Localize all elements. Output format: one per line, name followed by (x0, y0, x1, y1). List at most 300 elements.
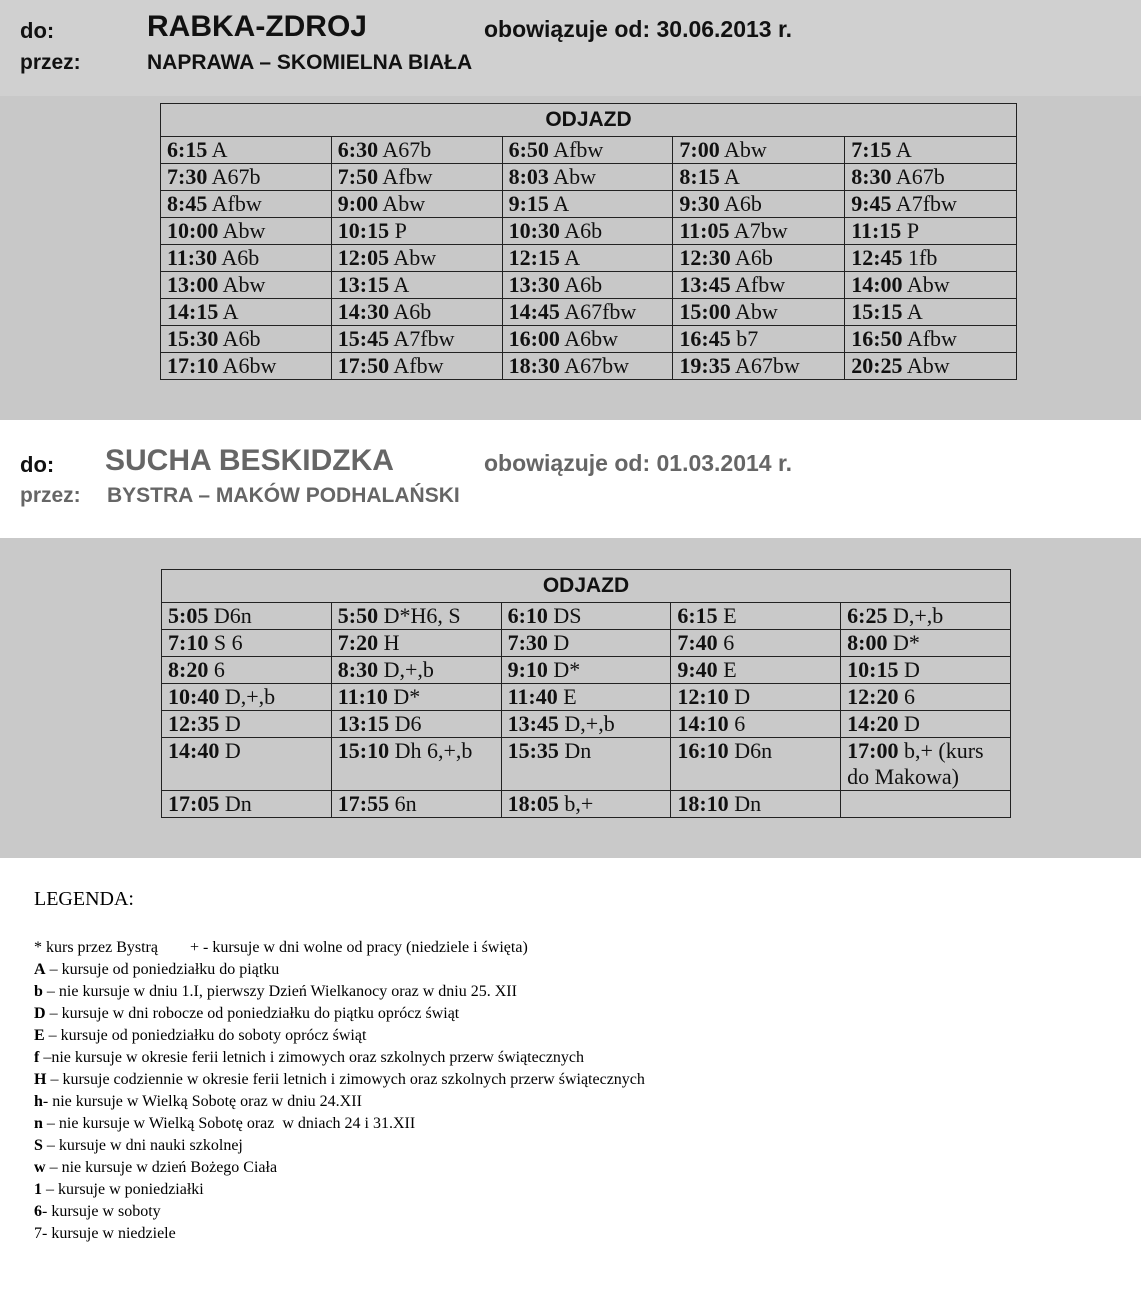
departure-code: D*H6, S (383, 603, 461, 628)
departure-cell (331, 218, 502, 245)
departure-time: 15:45 (337, 326, 390, 351)
departure-time: 11:10 (337, 684, 388, 709)
departure-cell (331, 684, 501, 711)
departure-code: A6bw (222, 353, 277, 378)
departure-time: 10:40 (168, 684, 220, 709)
legend-key: f (34, 1049, 40, 1066)
legend-description: - kursuje w soboty (42, 1203, 161, 1220)
departure-code: A7bw (733, 218, 788, 243)
departure-cell (502, 353, 673, 380)
section1-przez-label: przez: (20, 51, 81, 74)
departure-time: 9:10 (507, 657, 548, 682)
departure-time: 13:00 (167, 272, 219, 297)
departure-cell (671, 657, 841, 684)
departure-time: 6:15 (677, 603, 718, 628)
departure-code: A6bw (564, 326, 618, 351)
departure-time: 5:05 (168, 603, 209, 628)
departure-cell (845, 191, 1017, 218)
departure-code: A6b (393, 299, 432, 324)
departure-cell (841, 711, 1011, 738)
departure-time: 6:30 (337, 137, 379, 162)
departure-time: 7:50 (337, 164, 379, 189)
departure-time: 13:45 (507, 711, 559, 736)
departure-code: A67bw (564, 353, 629, 378)
legend-description: – nie kursuje w dzień Bożego Ciała (45, 1159, 278, 1176)
departure-code: Dn (224, 791, 252, 816)
departure-time: 18:10 (677, 791, 729, 816)
departure-cell (673, 164, 845, 191)
departure-time: 12:35 (168, 711, 220, 736)
departure-code: D (903, 657, 920, 682)
departure-code: A6b (222, 326, 261, 351)
departure-time: 20:25 (851, 353, 903, 378)
section2-valid-from: obowiązuje od: 01.03.2014 r. (484, 450, 793, 476)
section2-destination: SUCHA BESKIDZKA (105, 444, 394, 477)
departure-code: Afbw (553, 137, 604, 162)
timetable-row (162, 684, 1011, 711)
legend-key: E (34, 1027, 45, 1044)
departure-code: E (723, 603, 737, 628)
departure-code: Dn (734, 791, 762, 816)
departure-code: A6b (564, 218, 603, 243)
departure-cell (673, 191, 845, 218)
departure-time: 9:00 (337, 191, 379, 216)
departure-time: 15:10 (337, 738, 390, 763)
departure-time: 12:20 (847, 684, 899, 709)
legend-description: – kursuje w dni nauki szkolnej (42, 1137, 243, 1154)
departure-code: Afbw (735, 272, 786, 297)
timetable-row (161, 137, 1017, 164)
departure-code: A (211, 137, 228, 162)
departure-code: D,+,b (383, 657, 434, 682)
timetable-title: ODJAZD (161, 104, 1017, 137)
departure-code: A (906, 299, 923, 324)
departure-code: Afbw (382, 164, 433, 189)
legend-item (34, 1025, 645, 1047)
legend-key: h (34, 1093, 43, 1110)
departure-code: P (906, 218, 920, 243)
departure-time: 12:45 (851, 245, 903, 270)
departure-time: 15:15 (851, 299, 903, 324)
timetable-row (161, 245, 1017, 272)
departure-time: 14:00 (851, 272, 903, 297)
departure-cell (841, 791, 1011, 818)
departure-time: 8:45 (167, 191, 208, 216)
departure-code: D (734, 684, 751, 709)
departure-time: 18:30 (508, 353, 560, 378)
departure-code: D,+,b (564, 711, 615, 736)
departure-time: 7:00 (679, 137, 720, 162)
departure-time: 16:10 (677, 738, 729, 763)
departure-cell (673, 137, 845, 164)
departure-code: Abw (906, 272, 950, 297)
legend-key: S (34, 1137, 43, 1154)
timetable-row (161, 353, 1017, 380)
departure-time: 12:10 (677, 684, 729, 709)
departure-cell (162, 791, 332, 818)
departure-time: 12:05 (337, 245, 390, 270)
section2-via: BYSTRA – MAKÓW PODHALAŃSKI (107, 484, 460, 507)
departure-time: 14:10 (677, 711, 729, 736)
departure-cell (501, 630, 671, 657)
departure-time: 9:45 (851, 191, 892, 216)
legend-key: b (34, 983, 43, 1000)
departure-code: b,+ (kurs do Makowa) (847, 738, 984, 789)
departure-code: A7fbw (393, 326, 455, 351)
departure-time: 10:15 (337, 218, 390, 243)
departure-code: Afbw (906, 326, 957, 351)
legend-item (34, 1069, 645, 1091)
departure-cell (331, 630, 501, 657)
departure-time: 13:30 (508, 272, 560, 297)
departure-time: 14:15 (167, 299, 219, 324)
departure-time: 16:45 (679, 326, 731, 351)
departure-code: 6 (213, 657, 225, 682)
departure-cell (161, 326, 332, 353)
timetable-row (162, 791, 1011, 818)
departure-time: 8:03 (508, 164, 549, 189)
legend-item (34, 959, 645, 981)
departure-time: 13:45 (679, 272, 731, 297)
departure-time: 7:15 (851, 137, 892, 162)
legend-item (34, 1135, 645, 1157)
departure-time: 8:30 (337, 657, 379, 682)
departure-time: 6:10 (507, 603, 548, 628)
legend-description: - kursuje w niedziele (42, 1225, 176, 1242)
departure-time: 12:15 (508, 245, 560, 270)
departure-cell (161, 272, 332, 299)
legend-description: - nie kursuje w Wielką Sobotę oraz w dniu 24.XII (42, 1093, 362, 1110)
legend-key: n (34, 1115, 43, 1132)
section1-via: NAPRAWA – SKOMIELNA BIAŁA (147, 51, 473, 74)
departure-code: D,+,b (892, 603, 944, 628)
departure-cell (502, 245, 673, 272)
departure-time: 17:55 (337, 791, 390, 816)
departure-code: 6n (394, 791, 417, 816)
timetable-row (161, 272, 1017, 299)
departure-code: A (222, 299, 239, 324)
departure-code: A (393, 272, 410, 297)
departure-time: 10:15 (847, 657, 899, 682)
departure-time: 11:15 (851, 218, 902, 243)
timetable-row (161, 191, 1017, 218)
departure-cell (501, 711, 671, 738)
departure-time: 7:10 (168, 630, 209, 655)
departure-cell (673, 326, 845, 353)
departure-time: 9:30 (679, 191, 720, 216)
departure-cell (331, 711, 501, 738)
departure-code: b7 (736, 326, 759, 351)
departure-cell (502, 164, 673, 191)
departure-code: D6 (394, 711, 422, 736)
departure-cell (331, 245, 502, 272)
departure-cell (845, 299, 1017, 326)
legend-item (34, 1179, 645, 1201)
departure-code: Abw (735, 299, 778, 324)
timetable-row (161, 299, 1017, 326)
departure-cell (841, 630, 1011, 657)
departure-cell (501, 603, 671, 630)
departure-cell (673, 353, 845, 380)
departure-time: 14:30 (337, 299, 390, 324)
departure-cell (845, 326, 1017, 353)
departure-cell (501, 738, 671, 791)
departure-cell (331, 191, 502, 218)
departure-time: 15:35 (507, 738, 559, 763)
departure-cell (161, 164, 332, 191)
departure-cell (671, 738, 841, 791)
departure-cell (161, 218, 332, 245)
legend-item (34, 937, 645, 959)
departure-time: 10:30 (508, 218, 560, 243)
departure-cell (162, 684, 332, 711)
departure-code: S 6 (213, 630, 243, 655)
departure-time: 17:50 (337, 353, 390, 378)
departure-cell (331, 164, 502, 191)
timetable-row (162, 630, 1011, 657)
departure-code: Abw (906, 353, 950, 378)
departure-time: 8:20 (168, 657, 209, 682)
departure-time: 11:40 (507, 684, 558, 709)
departure-code: A6b (735, 245, 773, 270)
legend-key: 7 (34, 1225, 42, 1242)
departure-cell (331, 791, 501, 818)
departure-cell (845, 353, 1017, 380)
departure-code: D (224, 738, 241, 763)
departure-cell (502, 191, 673, 218)
departure-cell (845, 164, 1017, 191)
section1-destination: RABKA-ZDROJ (147, 10, 367, 43)
departure-code: E (563, 684, 577, 709)
section1-valid-from: obowiązuje od: 30.06.2013 r. (484, 16, 793, 42)
legend-list (34, 937, 645, 1245)
departure-code: D* (393, 684, 421, 709)
departure-cell (161, 353, 332, 380)
departure-time: 5:50 (337, 603, 379, 628)
departure-code: Abw (724, 137, 767, 162)
legend-key: H (34, 1071, 47, 1088)
departure-code: Afbw (393, 353, 444, 378)
departure-cell (331, 137, 502, 164)
departure-time: 7:40 (677, 630, 718, 655)
departure-cell (331, 657, 501, 684)
departure-cell (673, 218, 845, 245)
departure-cell (841, 603, 1011, 630)
timetable-title: ODJAZD (162, 570, 1011, 603)
departure-cell (671, 684, 841, 711)
departure-cell (501, 791, 671, 818)
departure-cell (845, 245, 1017, 272)
departure-code: A (895, 137, 912, 162)
departure-time: 13:15 (337, 711, 390, 736)
departure-time: 16:00 (508, 326, 560, 351)
departure-cell (845, 137, 1017, 164)
departure-time: 6:50 (508, 137, 549, 162)
timetable-row (161, 326, 1017, 353)
departure-code: D,+,b (224, 684, 276, 709)
section2-do-label: do: (20, 452, 55, 477)
departure-time: 17:05 (168, 791, 220, 816)
departure-code: DS (553, 603, 582, 628)
legend-description: kurs przez Bystrą + - kursuje w dni wolne od pracy (niedziele i święta) (42, 939, 528, 956)
departure-cell (671, 711, 841, 738)
departure-code: 1fb (908, 245, 938, 270)
legend-key: * (34, 939, 42, 956)
legend-item (34, 1157, 645, 1179)
departure-cell (845, 272, 1017, 299)
departure-time: 8:00 (847, 630, 888, 655)
departure-time: 8:15 (679, 164, 720, 189)
departure-cell (162, 738, 332, 791)
legend-key: A (34, 961, 46, 978)
departure-cell (671, 791, 841, 818)
departure-cell (671, 630, 841, 657)
departure-cell (161, 299, 332, 326)
departure-code: Abw (393, 245, 437, 270)
legend-description: – kursuje od poniedziałku do soboty oprócz świąt (44, 1027, 367, 1044)
departure-code: A6b (724, 191, 762, 216)
departure-cell (162, 630, 332, 657)
timetable-row (162, 738, 1011, 791)
departure-time: 7:30 (507, 630, 548, 655)
departure-code: 6 (903, 684, 915, 709)
departure-code: D* (553, 657, 581, 682)
departure-cell (501, 657, 671, 684)
timetable-sucha (161, 569, 1011, 818)
departure-cell (502, 137, 673, 164)
departure-time: 14:45 (508, 299, 560, 324)
departure-time: 18:05 (507, 791, 559, 816)
departure-code: A (553, 191, 570, 216)
departure-cell (162, 711, 332, 738)
departure-time: 7:20 (337, 630, 379, 655)
timetable-row (162, 711, 1011, 738)
departure-cell (841, 684, 1011, 711)
departure-cell (673, 245, 845, 272)
timetable-row (161, 218, 1017, 245)
departure-time: 19:35 (679, 353, 731, 378)
departure-cell (331, 326, 502, 353)
departure-code: Abw (382, 191, 426, 216)
departure-code: Abw (222, 218, 266, 243)
departure-time: 15:00 (679, 299, 731, 324)
departure-cell (331, 738, 501, 791)
legend-description: – nie kursuje w Wielką Sobotę oraz w dniach 24 i 31.XII (42, 1115, 416, 1132)
departure-code: A67bw (735, 353, 800, 378)
legend-description: – kursuje w poniedziałki (42, 1181, 204, 1198)
timetable-rabka (160, 103, 1017, 380)
departure-code: Abw (553, 164, 596, 189)
departure-code: A6b (564, 272, 603, 297)
departure-code: A (564, 245, 581, 270)
legend-key: 6 (34, 1203, 42, 1220)
departure-code: A67b (895, 164, 945, 189)
departure-cell (673, 299, 845, 326)
departure-code: A (724, 164, 740, 189)
departure-code: D* (892, 630, 920, 655)
departure-cell (502, 218, 673, 245)
departure-cell (841, 738, 1011, 791)
departure-code: A7fbw (895, 191, 957, 216)
departure-cell (331, 299, 502, 326)
legend-description: – nie kursuje w dniu 1.I, pierwszy Dzień Wielkanocy oraz w dniu 25. XII (42, 983, 517, 1000)
legend-item (34, 1047, 645, 1069)
departure-time: 14:40 (168, 738, 220, 763)
departure-cell (501, 684, 671, 711)
timetable-row (161, 164, 1017, 191)
departure-cell (161, 191, 332, 218)
departure-code: Dn (564, 738, 592, 763)
departure-code: A67b (382, 137, 432, 162)
departure-code: 6 (734, 711, 746, 736)
departure-time: 14:20 (847, 711, 899, 736)
departure-code: D (553, 630, 570, 655)
departure-code: A6b (221, 245, 260, 270)
departure-time: 9:15 (508, 191, 549, 216)
departure-cell (331, 353, 502, 380)
departure-time: 12:30 (679, 245, 731, 270)
departure-cell (331, 272, 502, 299)
departure-cell (161, 245, 332, 272)
departure-code: Afbw (211, 191, 262, 216)
departure-cell (162, 603, 332, 630)
section2-przez-label: przez: (20, 484, 81, 507)
legend-item (34, 1113, 645, 1135)
departure-code: Abw (222, 272, 266, 297)
departure-time: 17:00 (847, 738, 899, 763)
departure-time: 7:30 (167, 164, 208, 189)
departure-code: A67b (211, 164, 261, 189)
departure-code: Dh 6,+,b (394, 738, 473, 763)
legend-key: D (34, 1005, 46, 1022)
legend-description: –nie kursuje w okresie ferii letnich i zimowych oraz szkolnych przerw świątecznych (39, 1049, 585, 1066)
departure-code: D6n (213, 603, 252, 628)
departure-code: H (383, 630, 400, 655)
departure-time: 15:30 (167, 326, 219, 351)
departure-time: 17:10 (167, 353, 219, 378)
departure-code: E (723, 657, 737, 682)
legend-description: – kursuje od poniedziałku do piątku (45, 961, 280, 978)
departure-cell (331, 603, 501, 630)
departure-time: 11:30 (167, 245, 218, 270)
departure-code: A67fbw (564, 299, 637, 324)
legend-description: – kursuje codziennie w okresie ferii letnich i zimowych oraz szkolnych przerw świątecznych (46, 1071, 645, 1088)
legend-description: – kursuje w dni robocze od poniedziałku do piątku oprócz świąt (45, 1005, 460, 1022)
departure-code: 6 (723, 630, 735, 655)
departure-cell (671, 603, 841, 630)
departure-cell (502, 272, 673, 299)
departure-cell (161, 137, 332, 164)
departure-time: 13:15 (337, 272, 390, 297)
departure-time: 6:25 (847, 603, 888, 628)
departure-code: D (903, 711, 920, 736)
legend-item (34, 1201, 645, 1223)
departure-cell (502, 299, 673, 326)
departure-code: P (394, 218, 407, 243)
legend-item (34, 981, 645, 1003)
legend-key: w (34, 1159, 46, 1176)
legend-item (34, 1091, 645, 1113)
section1-do-label: do: (20, 18, 55, 43)
departure-time: 10:00 (167, 218, 219, 243)
legend-title: LEGENDA: (34, 888, 134, 910)
departure-time: 6:15 (167, 137, 208, 162)
departure-cell (841, 657, 1011, 684)
departure-time: 9:40 (677, 657, 718, 682)
departure-time: 8:30 (851, 164, 892, 189)
timetable-row (162, 603, 1011, 630)
departure-time: 11:05 (679, 218, 730, 243)
